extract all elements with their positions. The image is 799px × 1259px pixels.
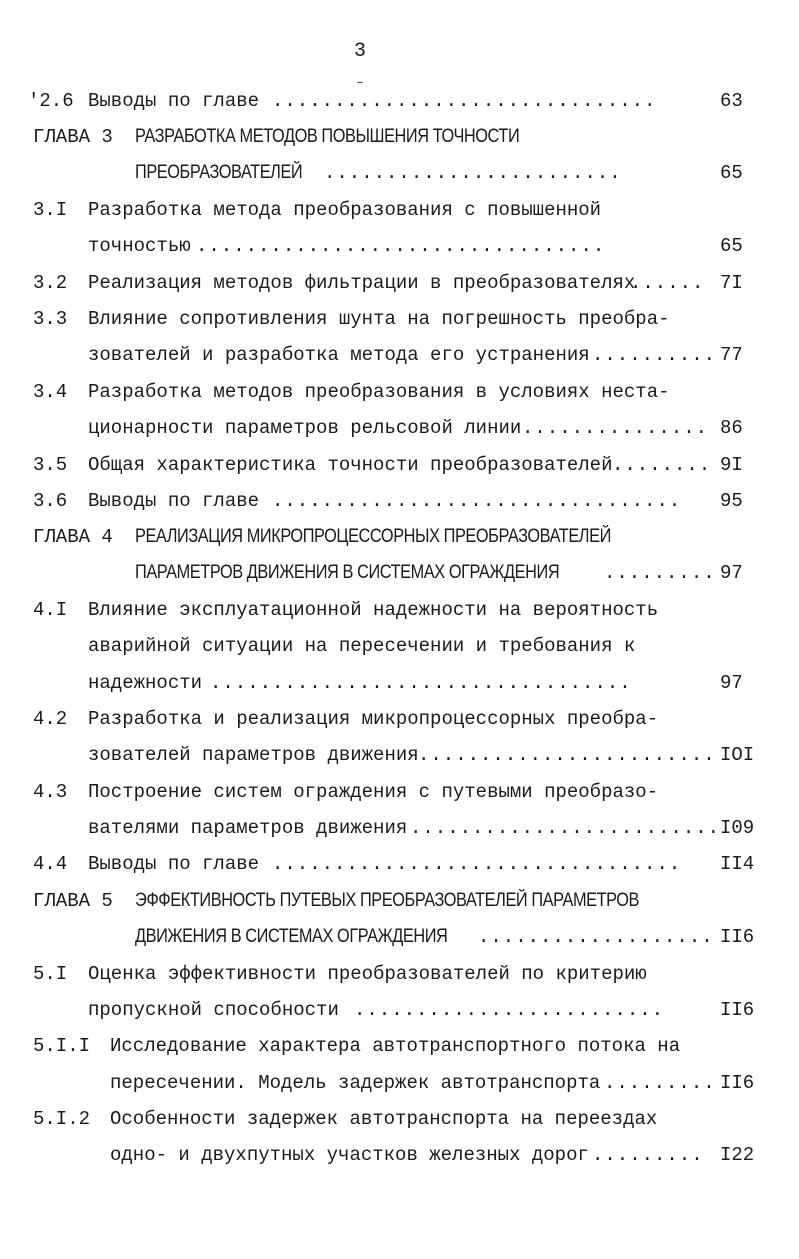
dot-leader: ........................ bbox=[418, 744, 716, 766]
toc-page-number: 9I bbox=[720, 454, 743, 476]
toc-entry-title: Разработка и реализация микропроцессорных преобра- bbox=[88, 708, 659, 730]
dot-leader: ......................... bbox=[410, 817, 721, 839]
dot-leader: .......... bbox=[592, 344, 717, 366]
toc-page-number: II6 bbox=[720, 1072, 755, 1094]
dot-leader: ......... bbox=[604, 1072, 716, 1094]
toc-page-number: 65 bbox=[720, 235, 743, 257]
toc-entry bbox=[0, 1106, 799, 1132]
toc-entry-title: точностью bbox=[88, 235, 191, 257]
toc-entry bbox=[0, 342, 799, 368]
toc-entry bbox=[0, 560, 799, 586]
toc-entry-title: аварийной ситуации на пересечении и требования к bbox=[88, 635, 636, 657]
toc-entry-title: Разработка методов преобразования в условиях неста- bbox=[88, 381, 670, 403]
dot-leader: ......... bbox=[604, 562, 716, 584]
toc-entry bbox=[0, 452, 799, 478]
toc-entry-number: ГЛАВА 4 bbox=[33, 526, 113, 548]
toc-entry-title: Общая характеристика точности преобразователей bbox=[88, 454, 613, 476]
toc-entry-number: 3.4 bbox=[33, 381, 68, 403]
toc-entry bbox=[0, 706, 799, 732]
toc-entry-number: 4.2 bbox=[33, 708, 68, 730]
dot-leader: ........................ bbox=[324, 162, 622, 184]
toc-entry-number: 3.2 bbox=[33, 272, 68, 294]
toc-entry bbox=[0, 233, 799, 259]
toc-entry bbox=[0, 961, 799, 987]
toc-entry bbox=[0, 160, 799, 186]
toc-entry bbox=[0, 1033, 799, 1059]
toc-entry-title: Выводы по главе bbox=[88, 90, 260, 112]
toc-entry bbox=[0, 597, 799, 623]
toc-entry bbox=[0, 633, 799, 659]
toc-page-number: 7I bbox=[720, 272, 743, 294]
toc-page-number: II6 bbox=[720, 926, 755, 948]
toc-entry-title: Реализация методов фильтрации в преобразователях bbox=[88, 272, 636, 294]
page-number: 3 bbox=[353, 40, 366, 63]
toc-entry bbox=[0, 779, 799, 805]
chapter-title: ЭФФЕКТИВНОСТЬ ПУТЕВЫХ ПРЕОБРАЗОВАТЕЛЕЙ ПАРАМЕТРОВ bbox=[135, 890, 640, 911]
toc-entry-title: Влияние сопротивления шунта на погрешность преобра- bbox=[88, 308, 670, 330]
toc-entry bbox=[0, 88, 799, 114]
dot-leader: ................................. bbox=[272, 853, 682, 875]
chapter-title: ПРЕОБРАЗОВАТЕЛЕЙ bbox=[135, 162, 303, 183]
toc-page-number: I09 bbox=[720, 817, 755, 839]
dot-leader: .................................. bbox=[210, 672, 632, 694]
toc-entry-title: ционарности параметров рельсовой линии bbox=[88, 417, 522, 439]
toc-entry bbox=[0, 1142, 799, 1168]
toc-entry bbox=[0, 415, 799, 441]
dot-leader: ............... bbox=[522, 417, 709, 439]
chapter-title: ДВИЖЕНИЯ В СИСТЕМАХ ОГРАЖДЕНИЯ bbox=[135, 926, 448, 947]
dot-leader: ................................. bbox=[196, 235, 606, 257]
toc-page-number: II6 bbox=[720, 999, 755, 1021]
toc-entry-title: Влияние эксплуатационной надежности на вероятность bbox=[88, 599, 659, 621]
toc-entry bbox=[0, 270, 799, 296]
toc-entry-title: пропускной способности bbox=[88, 999, 339, 1021]
dot-leader: ............................... bbox=[272, 90, 657, 112]
toc-entry-number: ГЛАВА 5 bbox=[33, 890, 113, 912]
toc-entry bbox=[0, 997, 799, 1023]
toc-entry bbox=[0, 1070, 799, 1096]
dot-leader: ......................... bbox=[354, 999, 665, 1021]
toc-entry-title: Оценка эффективности преобразователей по критерию bbox=[88, 963, 647, 985]
chapter-title: РЕАЛИЗАЦИЯ МИКРОПРОЦЕССОРНЫХ ПРЕОБРАЗОВАТЕЛЕЙ bbox=[135, 526, 611, 547]
toc-page-number: IOI bbox=[720, 744, 755, 766]
toc-page-number: 65 bbox=[720, 162, 743, 184]
toc-entry bbox=[0, 197, 799, 223]
toc-entry-number: ГЛАВА 3 bbox=[33, 126, 113, 148]
chapter-title: ПАРАМЕТРОВ ДВИЖЕНИЯ В СИСТЕМАХ ОГРАЖДЕНИЯ bbox=[135, 562, 560, 583]
dot-leader: ...... bbox=[630, 272, 705, 294]
toc-entry bbox=[0, 124, 799, 150]
dot-leader: ................... bbox=[478, 926, 714, 948]
toc-entry-number: 3.3 bbox=[33, 308, 68, 330]
toc-page-number: 97 bbox=[720, 562, 743, 584]
toc-entry bbox=[0, 888, 799, 914]
toc-entry-title: пересечении. Модель задержек автотранспорта bbox=[110, 1072, 601, 1094]
toc-entry-title: Исследование характера автотранспортного потока на bbox=[110, 1035, 681, 1057]
toc-entry-number: 3.5 bbox=[33, 454, 68, 476]
toc-entry-number: 4.I bbox=[33, 599, 68, 621]
toc-entry bbox=[0, 924, 799, 950]
toc-entry bbox=[0, 379, 799, 405]
toc-entry-number: '2.6 bbox=[28, 90, 74, 112]
toc-entry-number: 4.4 bbox=[33, 853, 68, 875]
toc-entry-title: Выводы по главе bbox=[88, 853, 260, 875]
toc-page-number: II4 bbox=[720, 853, 755, 875]
toc-entry-number: 4.3 bbox=[33, 781, 68, 803]
toc-entry-number: 3.I bbox=[33, 199, 68, 221]
toc-entry-title: одно- и двухпутных участков железных дорог bbox=[110, 1144, 589, 1166]
chapter-title: РАЗРАБОТКА МЕТОДОВ ПОВЫШЕНИЯ ТОЧНОСТИ bbox=[135, 126, 520, 147]
toc-page-number: 97 bbox=[720, 672, 743, 694]
toc-entry-number: 5.I.2 bbox=[33, 1108, 91, 1130]
toc-entry-number: 5.I bbox=[33, 963, 68, 985]
toc-entry bbox=[0, 524, 799, 550]
toc-entry-title: надежности bbox=[88, 672, 203, 694]
toc-entry-number: 3.6 bbox=[33, 490, 68, 512]
toc-page-number: 95 bbox=[720, 490, 743, 512]
toc-entry bbox=[0, 670, 799, 696]
toc-entry-title: Особенности задержек автотранспорта на переездах bbox=[110, 1108, 658, 1130]
toc-page-number: 77 bbox=[720, 344, 743, 366]
toc-entry bbox=[0, 851, 799, 877]
toc-entry-title: зователей параметров движения bbox=[88, 744, 419, 766]
toc-entry-title: зователей и разработка метода его устранения bbox=[88, 344, 590, 366]
toc-entry bbox=[0, 742, 799, 768]
toc-page-number: I22 bbox=[720, 1144, 755, 1166]
toc-entry-title: Разработка метода преобразования с повышенной bbox=[88, 199, 602, 221]
toc-page-number: 63 bbox=[720, 90, 743, 112]
dot-leader: ......... bbox=[592, 1144, 704, 1166]
toc-page-number: 86 bbox=[720, 417, 743, 439]
margin-mark bbox=[357, 82, 363, 83]
toc-entry bbox=[0, 488, 799, 514]
dot-leader: ........ bbox=[612, 454, 712, 476]
toc-entry-title: Выводы по главе bbox=[88, 490, 260, 512]
dot-leader: ................................. bbox=[272, 490, 682, 512]
toc-entry-number: 5.I.I bbox=[33, 1035, 91, 1057]
toc-entry bbox=[0, 306, 799, 332]
toc-entry-title: вателями параметров движения bbox=[88, 817, 408, 839]
toc-entry bbox=[0, 815, 799, 841]
toc-entry-title: Построение систем ограждения с путевыми преобразо- bbox=[88, 781, 659, 803]
